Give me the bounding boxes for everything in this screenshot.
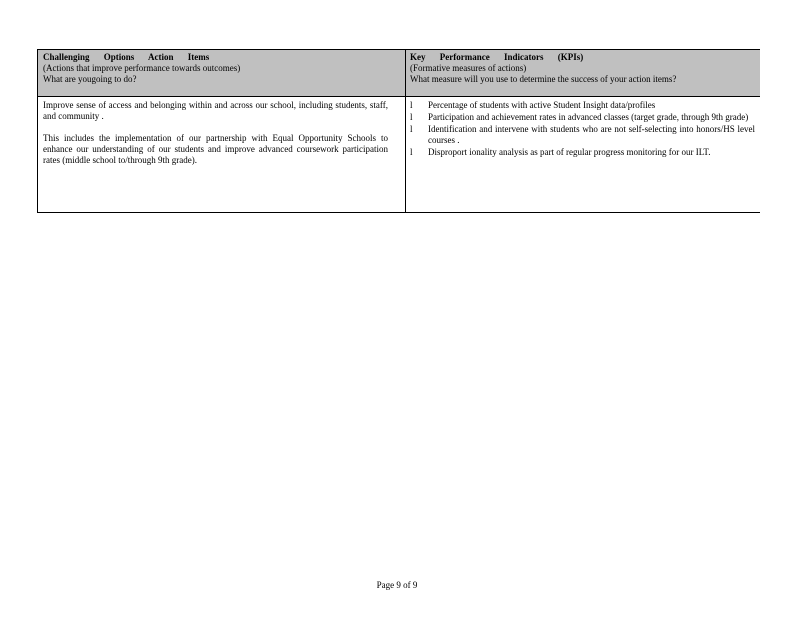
kpi-text: Disproport ionality analysis as part of regular progress monitoring for our ILT.	[428, 147, 711, 157]
header-question-kpis: What measure will you use to determine the success of your action items?	[410, 74, 677, 84]
kpi-text: Identification and intervene with students who are not self-selecting into honors/HS level courses .	[428, 124, 755, 145]
body-cell-kpis	[410, 100, 755, 159]
action-item-paragraph: Improve sense of access and belonging within and across our school, including students, staff, and community .	[43, 100, 388, 121]
page-number: Page 9 of 9	[376, 580, 418, 590]
list-item	[410, 112, 755, 123]
kpi-list	[410, 100, 755, 158]
kpi-text: Percentage of students with active Student Insight data/profiles	[428, 100, 656, 110]
header-title-kpis: Key Performance Indicators (KPIs)	[410, 52, 584, 62]
column-divider	[405, 50, 406, 213]
header-question-action-items: What are yougoing to do?	[43, 74, 137, 84]
kpi-text: Participation and achievement rates in advanced classes (target grade, through 9th grade)	[428, 112, 749, 122]
bullet-icon: l	[410, 147, 413, 157]
header-cell-action-items	[43, 52, 398, 85]
bullet-icon: l	[410, 112, 413, 122]
header-subtitle-kpis: (Formative measures of actions)	[410, 63, 527, 73]
body-cell-action-items	[43, 100, 388, 166]
bullet-icon: l	[410, 100, 413, 110]
header-cell-kpis	[410, 52, 758, 85]
action-item-paragraph: This includes the implementation of our partnership with Equal Opportunity Schools to enhance our understanding of our students and improve advanced coursework participation rates (middle school to/through 9th grade).	[43, 133, 388, 165]
list-item	[410, 100, 755, 111]
header-subtitle-action-items: (Actions that improve performance towards outcomes)	[43, 63, 241, 73]
list-item	[410, 124, 755, 146]
bullet-icon: l	[410, 124, 413, 134]
header-title-action-items: Challenging Options Action Items	[43, 52, 210, 62]
list-item	[410, 147, 755, 158]
action-plan-table	[37, 49, 760, 213]
